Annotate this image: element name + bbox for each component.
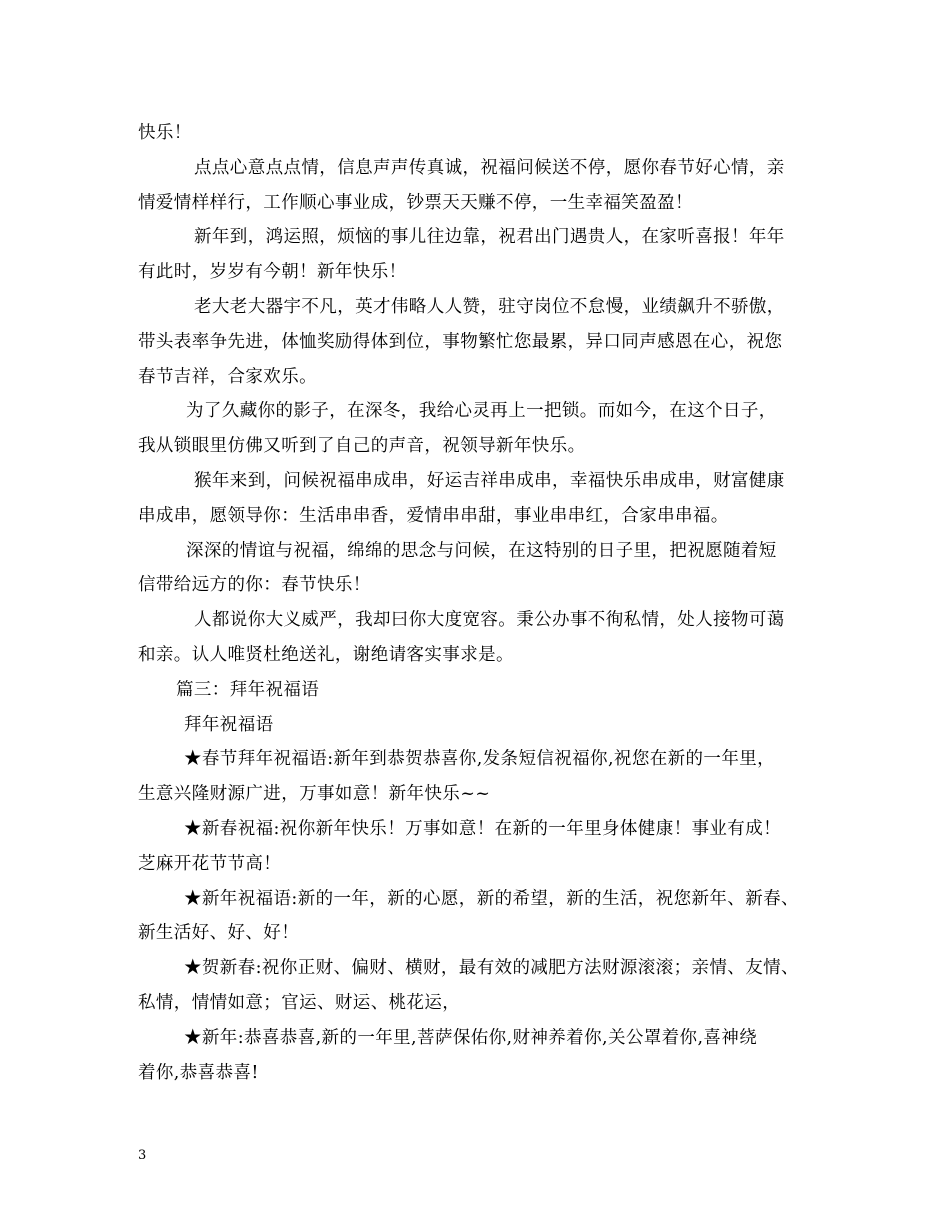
text-line: 点点心意点点情，信息声声传真诚，祝福问候送不停，愿你春节好心情，亲 [194,157,785,178]
text-line: ★新年:恭喜恭喜,新的一年里,菩萨保佑你,财神养着你,关公罩着你,喜神绕 [184,1027,758,1048]
text-line: 串成串，愿领导你：生活串串香，爱情串串甜，事业串串红，合家串串福。 [138,505,729,526]
section-subheading: 拜年祝福语 [184,714,274,735]
text-line: 新年到，鸿运照，烦恼的事儿往边靠，祝君出门遇贵人，在家听喜报！年年 [194,227,785,248]
text-line: 快乐！ [138,123,192,143]
text-line: 猴年来到，问候祝福串成串，好运吉祥串成串，幸福快乐串成串，财富健康 [194,470,785,491]
text-line: 为了久藏你的影子，在深冬，我给心灵再上一把锁。而如今，在这个日子， [186,401,777,422]
page-number: 3 [138,1148,147,1163]
text-line: 深深的情谊与祝福，绵绵的思念与问候，在这特别的日子里，把祝愿随着短 [186,540,777,561]
text-line: ★新年祝福语:新的一年，新的心愿，新的希望，新的生活，祝您新年、新春、 [184,888,799,909]
text-line: 带头表率争先进，体恤奖励得体到位，事物繁忙您最累，异口同声感恩在心，祝您 [138,331,783,352]
text-line: ★新春祝福:祝你新年快乐！万事如意！在新的一年里身体健康！事业有成！ [184,818,781,839]
text-line: 着你,恭喜恭喜! [138,1062,259,1083]
text-line: 和亲。认人唯贤杜绝送礼，谢绝请客实事求是。 [138,644,514,665]
text-line: 老大老大器宇不凡，英才伟略人人赞，驻守岗位不怠慢，业绩飙升不骄傲， [194,296,785,317]
text-line: ★贺新春:祝你正财、偏财、横财，最有效的减肥方法财源滚滚；亲情、友情、 [184,958,799,979]
section-heading: 篇三：拜年祝福语 [176,679,320,700]
text-line: 人都说你大义威严，我却曰你大度宽容。秉公办事不徇私情，处人接物可蔼 [194,610,785,631]
text-line: 新生活好、好、好！ [138,923,300,944]
text-line: 有此时，岁岁有今朝！新年快乐！ [138,262,407,283]
text-line: 信带给远方的你：春节快乐！ [138,575,371,596]
body-text [138,116,814,1090]
text-line: 情爱情样样行，工作顺心事业成，钞票天天赚不停，一生幸福笑盈盈！ [138,192,693,213]
text-line: ★春节拜年祝福语:新年到恭贺恭喜你,发条短信祝福你,祝您在新的一年里， [184,749,776,770]
text-line: 芝麻开花节节高！ [138,853,282,874]
text-line: 生意兴隆财源广进，万事如意！新年快乐~~ [138,784,491,805]
text-line: 私情，情情如意；官运、财运、桃花运， [138,992,461,1013]
text-line: 我从锁眼里仿佛又听到了自己的声音，祝领导新年快乐。 [138,436,586,457]
text-line: 春节吉祥，合家欢乐。 [138,366,317,387]
